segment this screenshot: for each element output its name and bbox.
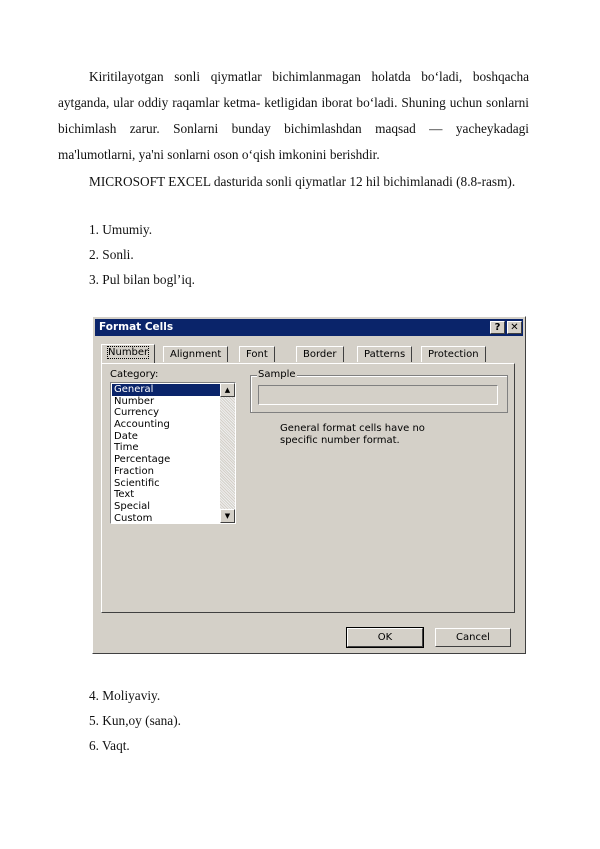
category-listbox[interactable] — [110, 382, 236, 524]
tab-font[interactable] — [239, 346, 275, 362]
category-item-text[interactable]: Text — [114, 489, 135, 501]
tab-border-label: Border — [303, 349, 337, 360]
category-scrollbar[interactable] — [220, 383, 235, 523]
number-tab-panel — [101, 363, 515, 613]
tab-number-label: Number — [108, 347, 149, 358]
category-item-accounting[interactable]: Accounting — [114, 419, 170, 431]
excel-paragraph: MICROSOFT EXCEL dasturida sonli qiymatlar 12 hil bichimlanadi (8.8-rasm). — [89, 174, 516, 189]
list-item-4: 4. Moliyaviy. — [89, 688, 161, 703]
category-item-general[interactable]: General — [112, 384, 220, 396]
list-item-1: 1. Umumiy. — [89, 222, 153, 237]
tab-font-label: Font — [246, 349, 268, 360]
sample-label: Sample — [258, 369, 296, 380]
list-item-2: 2. Sonli. — [89, 247, 134, 262]
tab-patterns[interactable] — [357, 346, 412, 362]
tab-alignment-label: Alignment — [170, 349, 222, 360]
tab-border[interactable] — [296, 346, 344, 362]
tab-number[interactable] — [101, 344, 155, 363]
category-item-scientific[interactable]: Scientific — [114, 477, 160, 489]
category-item-percentage[interactable]: Percentage — [114, 454, 171, 466]
close-button[interactable] — [507, 321, 522, 334]
tab-patterns-label: Patterns — [364, 349, 406, 360]
help-button[interactable]: ? — [490, 321, 505, 334]
list-item-3: 3. Pul bilan bogl’iq. — [89, 272, 196, 287]
category-item-number[interactable]: Number — [114, 395, 155, 407]
tab-protection-label: Protection — [428, 349, 479, 360]
tab-alignment[interactable] — [163, 346, 228, 362]
category-item-custom[interactable]: Custom — [114, 512, 153, 524]
category-item-date[interactable]: Date — [114, 430, 138, 442]
sample-group — [250, 369, 508, 413]
category-item-fraction[interactable]: Fraction — [114, 465, 154, 477]
cancel-button[interactable]: Cancel — [435, 628, 511, 647]
scroll-down-button[interactable] — [220, 509, 235, 523]
tab-protection[interactable] — [421, 346, 486, 362]
dialog-titlebar[interactable] — [95, 319, 523, 336]
list-item-6: 6. Vaqt. — [89, 738, 130, 753]
category-label: Category: — [110, 369, 159, 380]
scroll-up-button[interactable] — [220, 383, 235, 397]
tab-strip — [101, 344, 517, 364]
category-item-time[interactable]: Time — [114, 442, 139, 454]
category-item-currency[interactable]: Currency — [114, 407, 160, 419]
arrow-up-icon: ▲ — [224, 386, 231, 394]
dialog-title: Format Cells — [99, 321, 174, 333]
arrow-down-icon: ▼ — [224, 512, 231, 520]
list-item-5: 5. Kun,oy (sana). — [89, 713, 181, 728]
format-cells-dialog — [92, 316, 526, 654]
sample-preview — [258, 385, 498, 405]
format-description: General format cells have no specific number format. — [280, 423, 425, 446]
category-item-special[interactable]: Special — [114, 500, 151, 512]
intro-paragraph: Kiritilayotgan sonli qiymatlar bichimlanmagan holatda bo‘ladi, boshqacha aytganda, ular oddiy raqamlar ketma- ketligidan iborat bo‘ladi. Shuning uchun sonlarni bichimlash zarur. Sonlarni bunday bichimlashdan maqsad — yacheykadagi ma'lumotlarni, ya'ni sonlarni oson o‘qish imkonini berishdir. — [58, 69, 529, 162]
ok-button[interactable]: OK — [347, 628, 423, 647]
close-icon: ✕ — [510, 322, 519, 333]
